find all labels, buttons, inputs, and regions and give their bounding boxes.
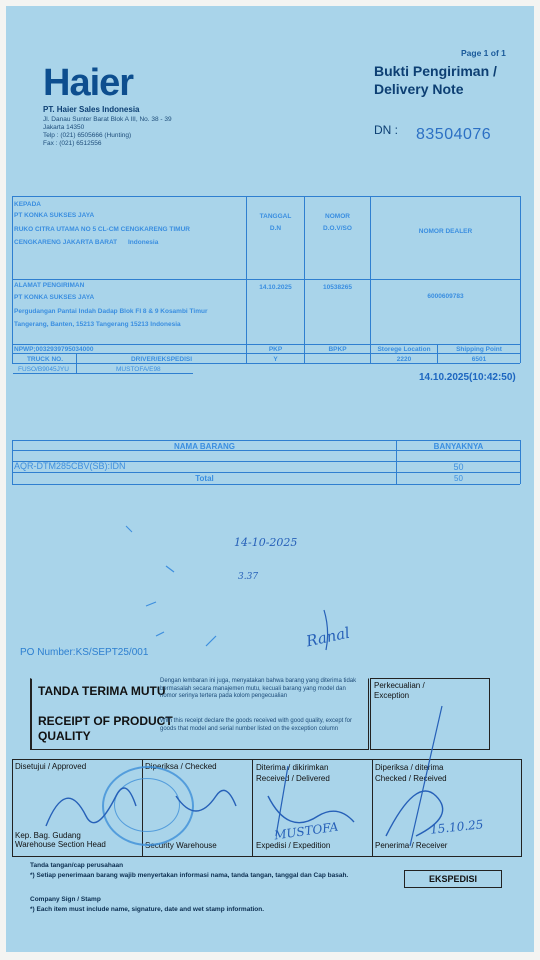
warehouse-head-line: Kep. Bag. Gudang: [15, 831, 81, 840]
document-title-line: Delivery Note: [374, 81, 464, 97]
bpkp-label: BPKP: [328, 346, 347, 353]
customer-name: PT KONKA SUKSES JAYA: [14, 212, 95, 219]
handwritten-receive-date: 15.10.25: [429, 817, 485, 837]
driver-value: MUSTOFA/E98: [116, 366, 161, 373]
handwritten-signature: Ranal: [304, 623, 352, 651]
received-label-line: Checked / Received: [375, 774, 447, 783]
tanda-terima-text: Dengan lembaran ini juga, menyatakan bahwa barang yang diterima tidak bermasalah secara manajemen mutu, kecuali barang yang model dan nomor serinya tertera pada kolom pengecualian: [160, 678, 357, 699]
order-number: 10538265: [323, 284, 352, 291]
warehouse-head-line: Warehouse Section Head: [15, 840, 106, 849]
receipt-title-line: QUALITY: [38, 729, 91, 743]
dealer-label: NOMOR DEALER: [418, 228, 473, 235]
total-value: 50: [454, 474, 463, 483]
company-name: PT. Haier Sales Indonesia: [43, 105, 140, 114]
npwp: NPWP;0032939795034000: [14, 346, 94, 353]
customer-address-1: RUKO CITRA UTAMA NO 5 CL-CM CENGKARENG TIMUR: [14, 226, 190, 233]
nomor-value: D.O.V/SO: [323, 225, 352, 232]
customer-country: Indonesia: [128, 239, 159, 246]
shipping-point-label: Shipping Point: [456, 346, 502, 353]
footer-stamp-note: *) Each item must include name, signature, date and wet stamp information.: [30, 906, 265, 913]
shipping-date: 14.10.2025: [259, 284, 292, 291]
driver-label: DRIVER/EKSPEDISI: [130, 356, 193, 363]
shipping-point-value: 6501: [471, 356, 487, 363]
address-line: Jl. Danau Sunter Barat Blok A III, No. 38 - 39: [43, 116, 172, 123]
item-name-header: NAMA BARANG: [173, 442, 236, 451]
checked-label: Diperiksa / Checked: [145, 762, 217, 771]
delivered-label-line: Received / Delivered: [256, 774, 330, 783]
truck-label: TRUCK NO.: [26, 356, 64, 363]
po-number: PO Number:KS/SEPT25/001: [20, 647, 149, 658]
receipt-title-line: RECEIPT OF PRODUCT: [38, 714, 173, 728]
document-title-line: Bukti Pengiriman /: [374, 63, 497, 79]
shipping-label: ALAMAT PENGIRIMAN: [14, 282, 85, 289]
shipping-address-2: Tangerang, Banten, 15213 Tangerang 15213 Indonesia: [14, 321, 181, 328]
signature-strokes: [6, 6, 534, 952]
dealer-number: 6000609783: [427, 293, 464, 300]
address-line: Fax : (021) 6512556: [43, 140, 102, 147]
delivery-note-paper: [6, 6, 534, 952]
exception-label-line: Perkecualian /: [374, 681, 425, 690]
haier-logo: Haier: [43, 62, 134, 104]
page-indicator: Page 1 of 1: [461, 48, 506, 58]
item-qty-header: BANYAKNYA: [433, 442, 484, 451]
tanggal-label: TANGGAL: [259, 213, 292, 220]
handwritten-mustofa: MUSTOFA: [273, 819, 340, 843]
shipping-name: PT KONKA SUKSES JAYA: [14, 294, 95, 301]
item-row-qty: 50: [453, 462, 464, 472]
ekspedisi-copy-label: EKSPEDISI: [404, 870, 502, 888]
truck-value: FUSO/B9045JYU: [18, 366, 69, 373]
storage-location-label: Storege Location: [377, 346, 431, 353]
customer-address-2: CENGKARENG JAKARTA BARAT: [14, 239, 118, 246]
footer-sign-note: *) Setiap penerimaan barang wajib menyertakan informasi nama, tanda tangan, tanggal dan Cap basah.: [30, 872, 349, 879]
tanggal-value: D.N: [269, 225, 282, 232]
receipt-text: With this receipt declare the goods received with good quality, except for goods that model and serial number listed on the exception column: [160, 718, 352, 732]
kepada-label: KEPADA: [14, 201, 41, 208]
handwritten-date: 14-10-2025: [234, 536, 298, 549]
item-row-name: AQR-DTM285CBV(SB):IDN: [14, 461, 126, 471]
nomor-label: NOMOR: [325, 213, 350, 220]
security-label: Security Warehouse: [145, 841, 217, 850]
print-timestamp: 14.10.2025(10:42:50): [419, 372, 516, 383]
dn-label: DN :: [374, 123, 398, 137]
shipping-address-1: Pergudangan Pantai Indah Dadap Blok FI 8 & 9 Kosambi Timur: [14, 308, 208, 315]
delivered-label-line: Diterima / dikirimkan: [256, 763, 329, 772]
approved-label: Disetujui / Approved: [15, 762, 87, 771]
storage-location-value: 2220: [396, 356, 412, 363]
address-line: Jakarta 14350: [43, 124, 85, 131]
footer-stamp-label: Company Sign / Stamp: [30, 896, 101, 903]
tanda-terima-title: TANDA TERIMA MUTU: [38, 684, 166, 698]
address-line: Telp : (021) 6505666 (Hunting): [43, 132, 132, 139]
total-label: Total: [195, 474, 214, 483]
handwritten-time: 3.37: [238, 572, 259, 582]
received-label-line: Diperiksa / diterima: [375, 763, 444, 772]
dn-number: 83504076: [416, 126, 492, 143]
footer-sign-label: Tanda tangan/cap perusahaan: [30, 862, 124, 869]
expedition-label: Expedisi / Expedition: [256, 841, 331, 850]
pkp-value: Y: [273, 356, 278, 363]
exception-label-line: Exception: [374, 691, 410, 700]
receiver-label: Penerima / Receiver: [375, 841, 448, 850]
pkp-label: PKP: [268, 346, 283, 353]
